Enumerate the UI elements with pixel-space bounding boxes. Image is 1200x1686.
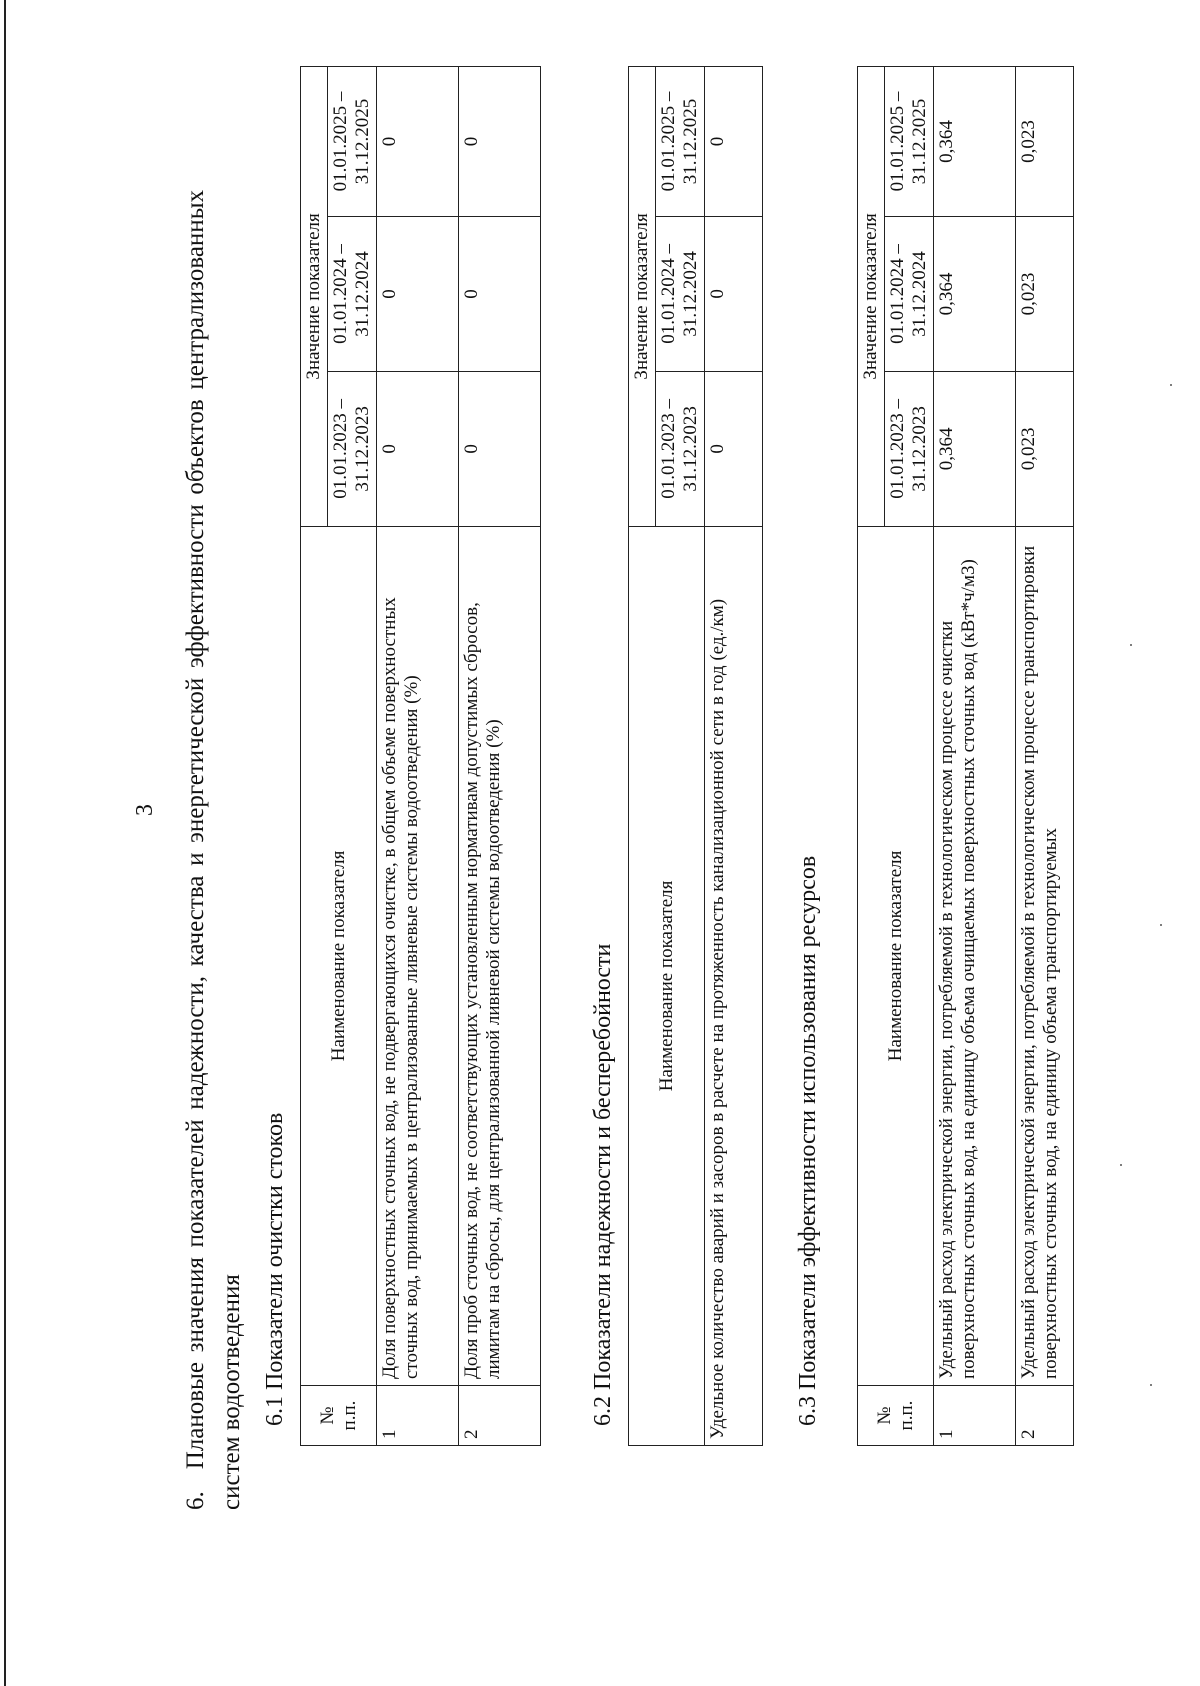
row-value: 0 [705, 67, 763, 217]
row-value: 0 [459, 371, 541, 526]
row-value: 0 [377, 67, 459, 217]
row-number: 2 [459, 1386, 541, 1446]
row-number: 1 [377, 1386, 459, 1446]
table-cleaning [300, 66, 541, 1446]
col-value-group: Значение показателя [858, 67, 885, 527]
col-period: 01.01.2024 – 31.12.2024 [885, 216, 934, 371]
scan-speck [1170, 384, 1172, 386]
row-value: 0,023 [1016, 67, 1074, 217]
section-6-2-title: 6.2 Показатели надежности и бесперебойности [590, 943, 616, 1426]
row-name: Удельный расход электрической энергии, потребляемой в технологическом процессе очистки поверхностных сточных вод, на единицу объема очищаемых поверхностных сточных вод (кВт*ч/м3) [934, 526, 1016, 1385]
section-6-3-title: 6.3 Показатели эффективности использования ресурсов [795, 855, 821, 1426]
col-number: № п.п. [301, 1386, 377, 1446]
table-header-row [858, 67, 885, 1446]
col-name: Наименование показателя [629, 526, 705, 1445]
section-6-1-title: 6.1 Показатели очистки стоков [262, 1112, 288, 1426]
row-name: Удельный расход электрической энергии, потребляемой в технологическом процессе транспортировки поверхностных сточных вод, на единицу объема транспортируемых [1016, 526, 1074, 1385]
section-heading [178, 190, 250, 1510]
heading-text: Плановые значения показателей надежности, качества и энергетической эффективности объектов централизованных систем водоотведения [182, 190, 245, 1510]
col-period: 01.01.2024 – 31.12.2024 [656, 216, 705, 371]
scan-speck [1150, 1384, 1152, 1386]
row-value: 0,023 [1016, 216, 1074, 371]
table-reliability [628, 66, 763, 1446]
row-value: 0 [705, 216, 763, 371]
heading-number: 6. [182, 1491, 209, 1510]
scan-speck [1160, 924, 1162, 926]
row-name: Доля проб сточных вод, не соответствующих установленным нормативам допустимых сбросов, лимитам на сбросы, для централизованной ливневой системы водоотведения (%) [459, 526, 541, 1385]
row-name: Доля поверхностных сточных вод, не подвергающихся очистке, в общем объеме поверхностных сточных вод, принимаемых в централизованные ливневые системы водоотведения (%) [377, 526, 459, 1385]
col-value-group: Значение показателя [301, 67, 328, 527]
col-period: 01.01.2023 – 31.12.2023 [885, 371, 934, 526]
col-period: 01.01.2025 – 31.12.2025 [885, 67, 934, 217]
table-header-row [301, 67, 328, 1446]
row-name: Удельное количество аварий и засоров в расчете на протяженность канализационной сети в год (ед./км) [705, 526, 763, 1445]
page-number: 3 [132, 804, 158, 816]
table-header-row [629, 67, 656, 1446]
row-value: 0 [705, 371, 763, 526]
row-value: 0 [377, 371, 459, 526]
col-period: 01.01.2023 – 31.12.2023 [328, 371, 377, 526]
row-value: 0,364 [934, 371, 1016, 526]
row-number: 1 [934, 1386, 1016, 1446]
table-row [377, 67, 459, 1446]
scan-speck [1130, 644, 1132, 646]
col-name: Наименование показателя [301, 526, 377, 1385]
scan-speck [1120, 1164, 1122, 1166]
col-period: 01.01.2023 – 31.12.2023 [656, 371, 705, 526]
col-period: 01.01.2025 – 31.12.2025 [656, 67, 705, 217]
table-row [705, 67, 763, 1446]
table-efficiency [857, 66, 1074, 1446]
col-period: 01.01.2025 – 31.12.2025 [328, 67, 377, 217]
row-value: 0 [459, 216, 541, 371]
table-row [934, 67, 1016, 1446]
col-number: № п.п. [858, 1386, 934, 1446]
row-value: 0,023 [1016, 371, 1074, 526]
table-row [1016, 67, 1074, 1446]
col-period: 01.01.2024 – 31.12.2024 [328, 216, 377, 371]
row-value: 0,364 [934, 216, 1016, 371]
table-row [459, 67, 541, 1446]
row-value: 0 [459, 67, 541, 217]
col-value-group: Значение показателя [629, 67, 656, 527]
row-number: 2 [1016, 1386, 1074, 1446]
row-value: 0,364 [934, 67, 1016, 217]
col-name: Наименование показателя [858, 526, 934, 1385]
row-value: 0 [377, 216, 459, 371]
